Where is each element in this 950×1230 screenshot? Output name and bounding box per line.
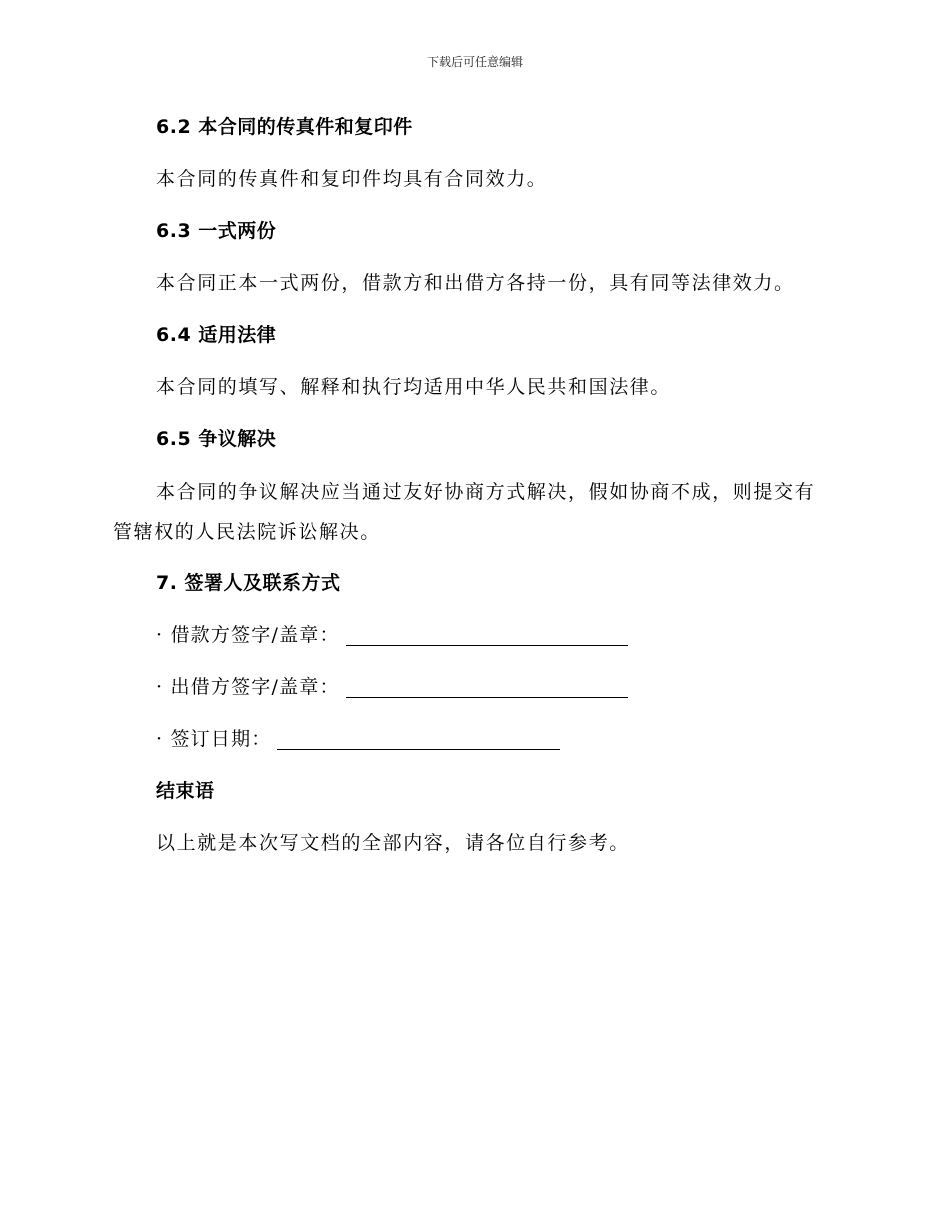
page-header: 下载后可任意编辑 [426,55,523,69]
closing-text: 以上就是本次写文档的全部内容，请各位自行参考。 [156,832,630,854]
sign-date-row [156,724,831,754]
section-6-2-heading: 6.2 本合同的传真件和复印件 [156,116,413,138]
section-6-4-heading: 6.4 适用法律 [156,324,277,346]
closing-heading: 结束语 [156,780,215,802]
section-6-2-text: 本合同的传真件和复印件均具有合同效力。 [156,168,548,190]
document-body [113,112,831,880]
section-6-5-text: 本合同的争议解决应当通过友好协商方式解决，假如协商不成，则提交有管辖权的人民法院诉讼解决。 [113,481,816,543]
lender-signature-label: · 出借方签字/盖章： [156,676,340,698]
section-6-5-heading: 6.5 争议解决 [156,428,277,450]
borrower-signature-label: · 借款方签字/盖章： [156,624,340,646]
section-7-heading: 7. 签署人及联系方式 [156,572,341,594]
section-6-3-text: 本合同正本一式两份，借款方和出借方各持一份，具有同等法律效力。 [156,272,795,294]
lender-signature-blank [346,677,628,698]
sign-date-label: · 签订日期： [156,728,272,750]
borrower-signature-row [156,620,831,650]
section-6-3-heading: 6.3 一式两份 [156,220,277,242]
lender-signature-row [156,672,831,702]
section-6-4-text: 本合同的填写、解释和执行均适用中华人民共和国法律。 [156,376,672,398]
borrower-signature-blank [346,625,628,646]
sign-date-blank [277,729,560,750]
